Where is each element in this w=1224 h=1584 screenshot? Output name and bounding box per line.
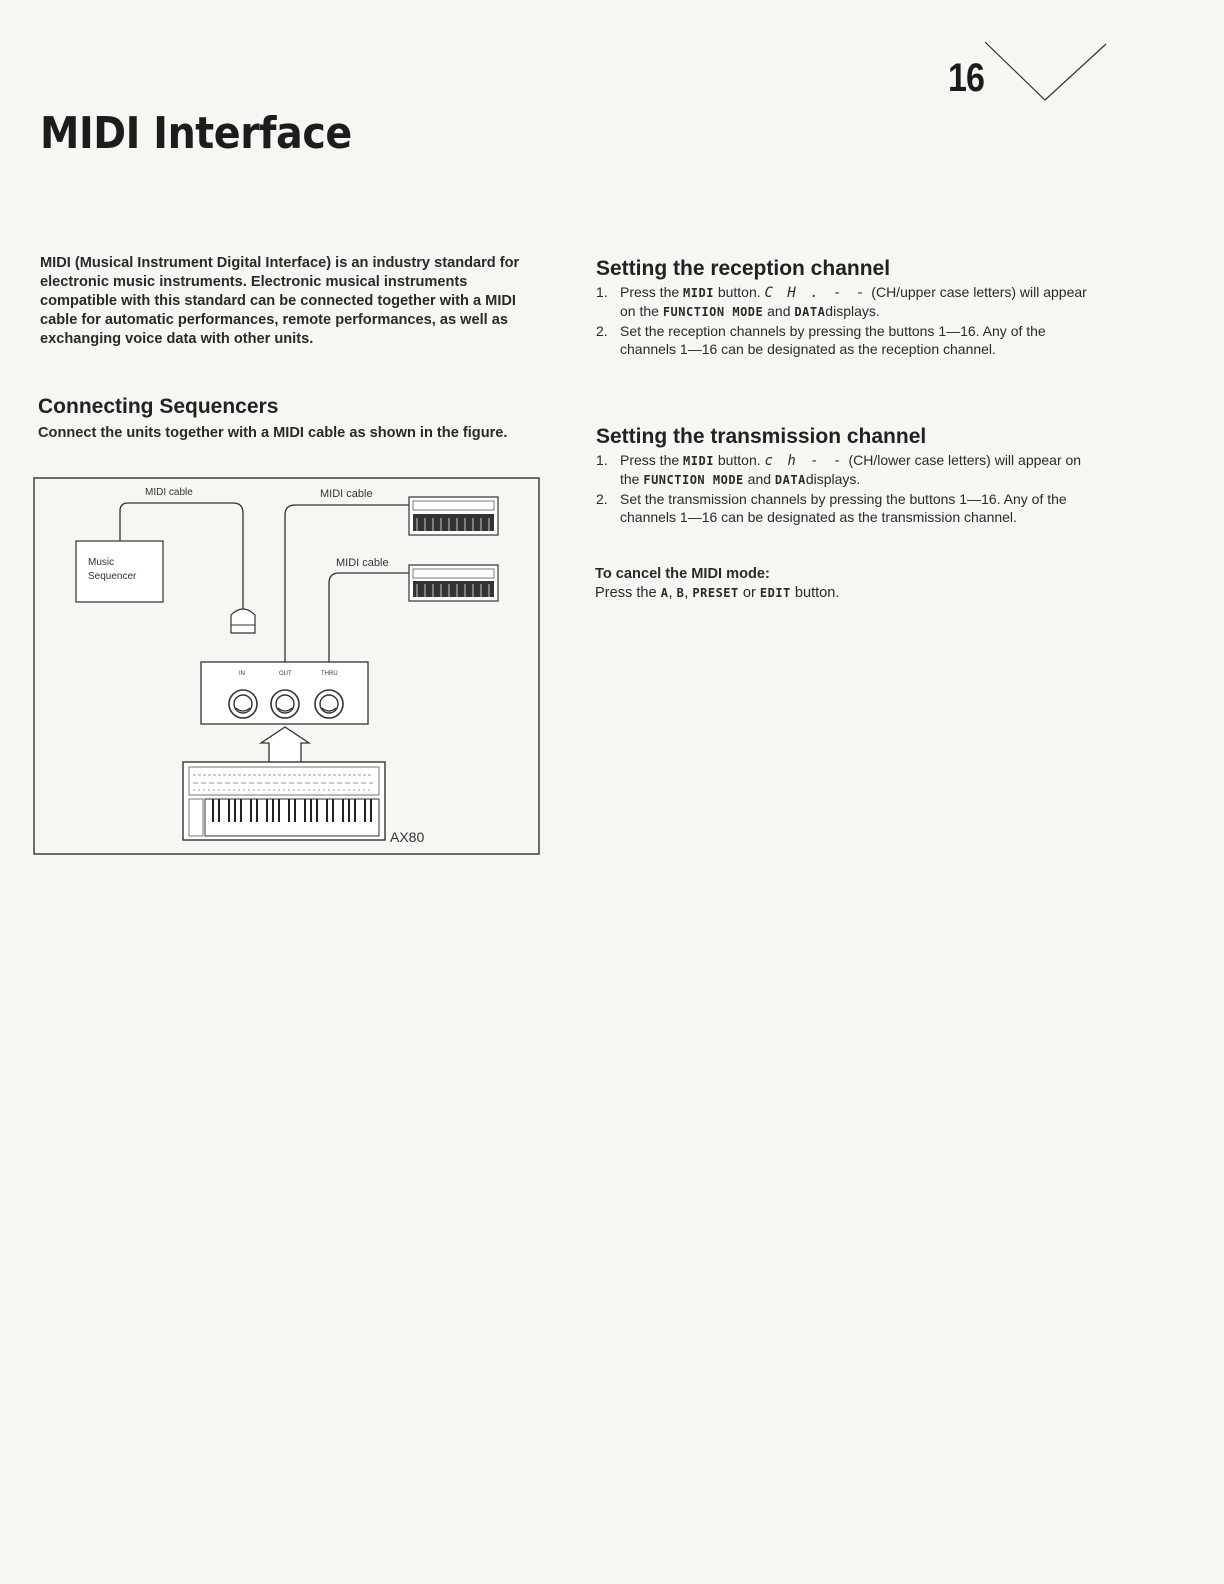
midi-plug bbox=[231, 609, 255, 633]
intro-paragraph: MIDI (Musical Instrument Digital Interface) is an industry standard for electronic music instruments. Electronic musical instruments compatible with this standard can be connected together with a MIDI cable for automatic performances, remote performances, as well as exchanging voice data with other units. bbox=[40, 255, 520, 347]
midi-connection-figure bbox=[33, 477, 541, 862]
midi-button-ref: MIDI bbox=[683, 286, 714, 300]
sequencer-label-1: Music bbox=[88, 557, 115, 568]
cable-label-1: MIDI cable bbox=[145, 487, 193, 498]
connecting-sequencers-text: Connect the units together with a MIDI cable as shown in the figure. bbox=[38, 425, 508, 441]
cable-out bbox=[285, 505, 409, 662]
synth-module-1 bbox=[409, 497, 498, 535]
page-number: 16 bbox=[948, 56, 985, 100]
transmission-heading: Setting the transmission channel bbox=[596, 425, 927, 448]
port-label-thru: THRU bbox=[321, 671, 338, 677]
page-title: MIDI Interface bbox=[40, 108, 352, 159]
transmission-step-2: 2. Set the transmission channels by pressing the buttons 1—16. Any of the channels 1—16 can be designated as the transmission channel. bbox=[596, 491, 1067, 525]
corner-check-mark bbox=[985, 40, 1110, 105]
ch-display-lower: c h - - bbox=[764, 453, 845, 469]
cable-thru bbox=[329, 573, 409, 662]
transmission-steps bbox=[596, 452, 1102, 528]
ax80-keyboard bbox=[183, 762, 385, 840]
connecting-sequencers-heading: Connecting Sequencers bbox=[38, 395, 279, 418]
transmission-step-1: 1. Press the MIDI button. c h - - (CH/lower case letters) will appear on the FUNCTION MODE and DATAdisplays. bbox=[596, 452, 1082, 487]
cable-label-3: MIDI cable bbox=[336, 557, 389, 569]
up-arrow bbox=[261, 727, 309, 762]
ch-display-upper: C H . - - bbox=[764, 285, 868, 301]
midi-in-port bbox=[229, 690, 257, 718]
port-label-in: IN bbox=[239, 671, 245, 677]
reception-step-2: 2. Set the reception channels by pressing the buttons 1—16. Any of the channels 1—16 can be designated as the reception channel. bbox=[596, 323, 1046, 357]
reception-step-1: 1. Press the MIDI button. C H . - - (CH/upper case letters) will appear on the FUNCTION MODE and DATAdisplays. bbox=[596, 284, 1087, 319]
cancel-text: Press the A, B, PRESET or EDIT button. bbox=[595, 585, 840, 601]
cable-label-2: MIDI cable bbox=[320, 488, 373, 500]
reception-heading: Setting the reception channel bbox=[596, 257, 891, 280]
reception-steps bbox=[596, 284, 1102, 360]
midi-out-port bbox=[271, 690, 299, 718]
midi-diagram bbox=[33, 477, 541, 857]
keyboard-label: AX80 bbox=[390, 829, 425, 845]
synth-module-2 bbox=[409, 565, 498, 601]
cancel-heading: To cancel the MIDI mode: bbox=[595, 566, 770, 582]
port-label-out: OUT bbox=[279, 671, 292, 677]
midi-thru-port bbox=[315, 690, 343, 718]
sequencer-label-2: Sequencer bbox=[88, 571, 137, 582]
